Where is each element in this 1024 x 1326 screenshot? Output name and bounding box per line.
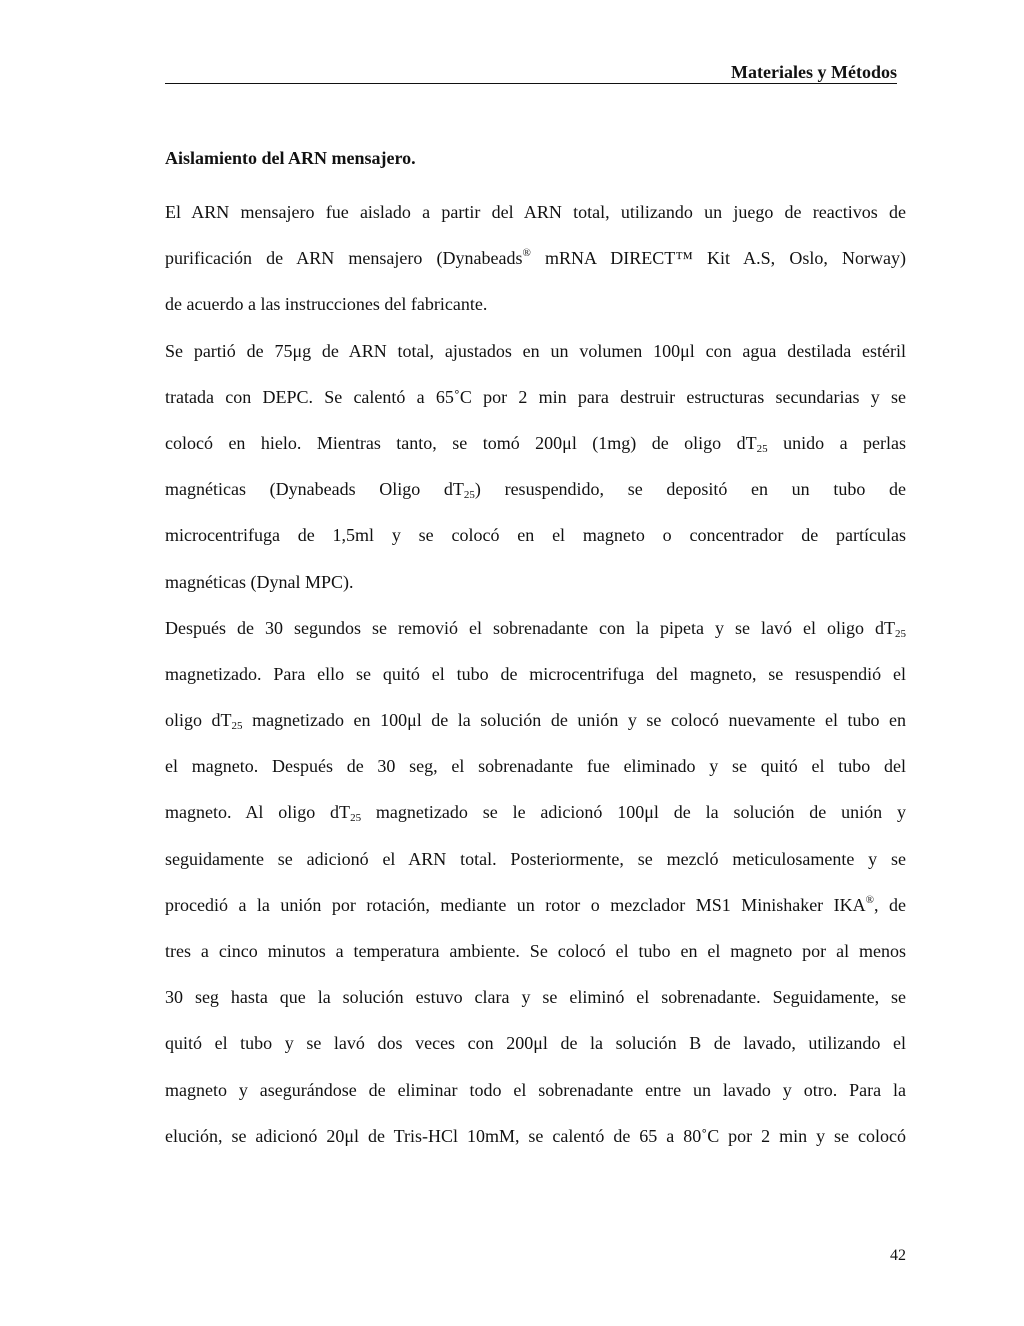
text-run: ) resuspendido, se depositó en un tubo de <box>474 479 906 500</box>
subscript: 25 <box>463 489 475 502</box>
text-run: magnetizado. Para ello se quitó el tubo de microcentrifuga del magneto, se resuspendió el <box>165 663 906 684</box>
text-run: microcentrifuga de 1,5ml y se colocó en el magneto o concentrador de partículas <box>165 525 906 546</box>
text-line <box>165 743 906 789</box>
text-run: tratada con DEPC. Se calentó a 65˚C por 2 min para destruir estructuras secundarias y se <box>165 386 906 407</box>
header-rule <box>165 83 897 84</box>
text-line <box>165 651 906 697</box>
text-line <box>165 928 906 974</box>
text-line <box>165 974 906 1020</box>
section-heading: Aislamiento del ARN mensajero. <box>165 148 416 168</box>
text-run: tres a cinco minutos a temperatura ambiente. Se colocó el tubo en el magneto por al menos <box>165 941 906 961</box>
text-line <box>165 789 906 835</box>
page-number: 42 <box>890 1247 906 1264</box>
text-run: oligo dT <box>165 710 232 731</box>
running-header: Materiales y Métodos <box>731 62 897 82</box>
text-line <box>165 281 906 327</box>
text-run: magneto y asegurándose de eliminar todo el sobrenadante entre un lavado y otro. Para la <box>165 1079 906 1100</box>
paragraph-3 <box>165 605 906 1159</box>
text-run: colocó en hielo. Mientras tanto, se tomó 200μl (1mg) de oligo dT <box>165 432 757 453</box>
subscript: 25 <box>895 627 906 640</box>
text-run: El ARN mensajero fue aislado a partir del ARN total, utilizando un juego de reactivos de <box>165 202 906 222</box>
text-run: procedió a la unión por rotación, mediante un rotor o mezclador MS1 Minishaker IKA <box>165 894 866 915</box>
text-run: elución, se adicionó 20μl de Tris-HCl 10mM, se calentó de 65 a 80˚C por 2 min y se colocó <box>165 1125 906 1146</box>
body-text <box>165 189 906 1159</box>
registered-mark: ® <box>522 247 531 260</box>
text-run: mRNA DIRECT™ Kit A.S, Oslo, Norway) <box>530 248 906 269</box>
text-line <box>165 882 906 928</box>
subscript: 25 <box>350 812 362 825</box>
subscript: 25 <box>756 442 768 455</box>
text-run: Después de 30 segundos se removió el sobrenadante con la pipeta y se lavó el oligo dT <box>165 617 895 638</box>
text-line <box>165 1020 906 1066</box>
text-line <box>165 189 906 235</box>
text-run: , de <box>874 894 906 915</box>
text-run: purificación de ARN mensajero (Dynabeads <box>165 248 523 269</box>
text-line <box>165 1067 906 1113</box>
text-line <box>165 697 906 743</box>
text-run: magnetizado se le adicionó 100μl de la solución de unión y <box>361 802 907 823</box>
text-run: de acuerdo a las instrucciones del fabricante. <box>165 294 488 315</box>
text-line <box>165 512 906 558</box>
text-run: seguidamente se adicionó el ARN total. Posteriormente, se mezcló meticulosamente y se <box>165 848 906 869</box>
subscript: 25 <box>231 720 243 733</box>
text-line <box>165 466 906 512</box>
text-run: quitó el tubo y se lavó dos veces con 200μl de la solución B de lavado, utilizando el <box>165 1033 906 1054</box>
text-run: Se partió de 75μg de ARN total, ajustados en un volumen 100μl con agua destilada estéril <box>165 340 906 361</box>
text-line <box>165 328 906 374</box>
text-run: magnetizado en 100μl de la solución de unión y se colocó nuevamente el tubo en <box>242 710 906 731</box>
text-run: unido a perlas <box>767 432 907 453</box>
text-line <box>165 374 906 420</box>
text-line <box>165 1113 906 1159</box>
text-run: el magneto. Después de 30 seg, el sobrenadante fue eliminado y se quitó el tubo del <box>165 756 906 777</box>
text-run: magnéticas (Dynal MPC). <box>165 571 354 592</box>
text-run: magneto. Al oligo dT <box>165 802 351 823</box>
paragraph-2 <box>165 328 906 605</box>
text-line <box>165 235 906 281</box>
text-line <box>165 559 906 605</box>
text-run: 30 seg hasta que la solución estuvo clara y se eliminó el sobrenadante. Seguidamente, se <box>165 987 906 1008</box>
paragraph-1 <box>165 189 906 328</box>
registered-mark: ® <box>865 893 875 906</box>
text-line <box>165 420 906 466</box>
text-run: magnéticas (Dynabeads Oligo dT <box>165 479 464 500</box>
text-line <box>165 836 906 882</box>
text-line <box>165 605 906 651</box>
